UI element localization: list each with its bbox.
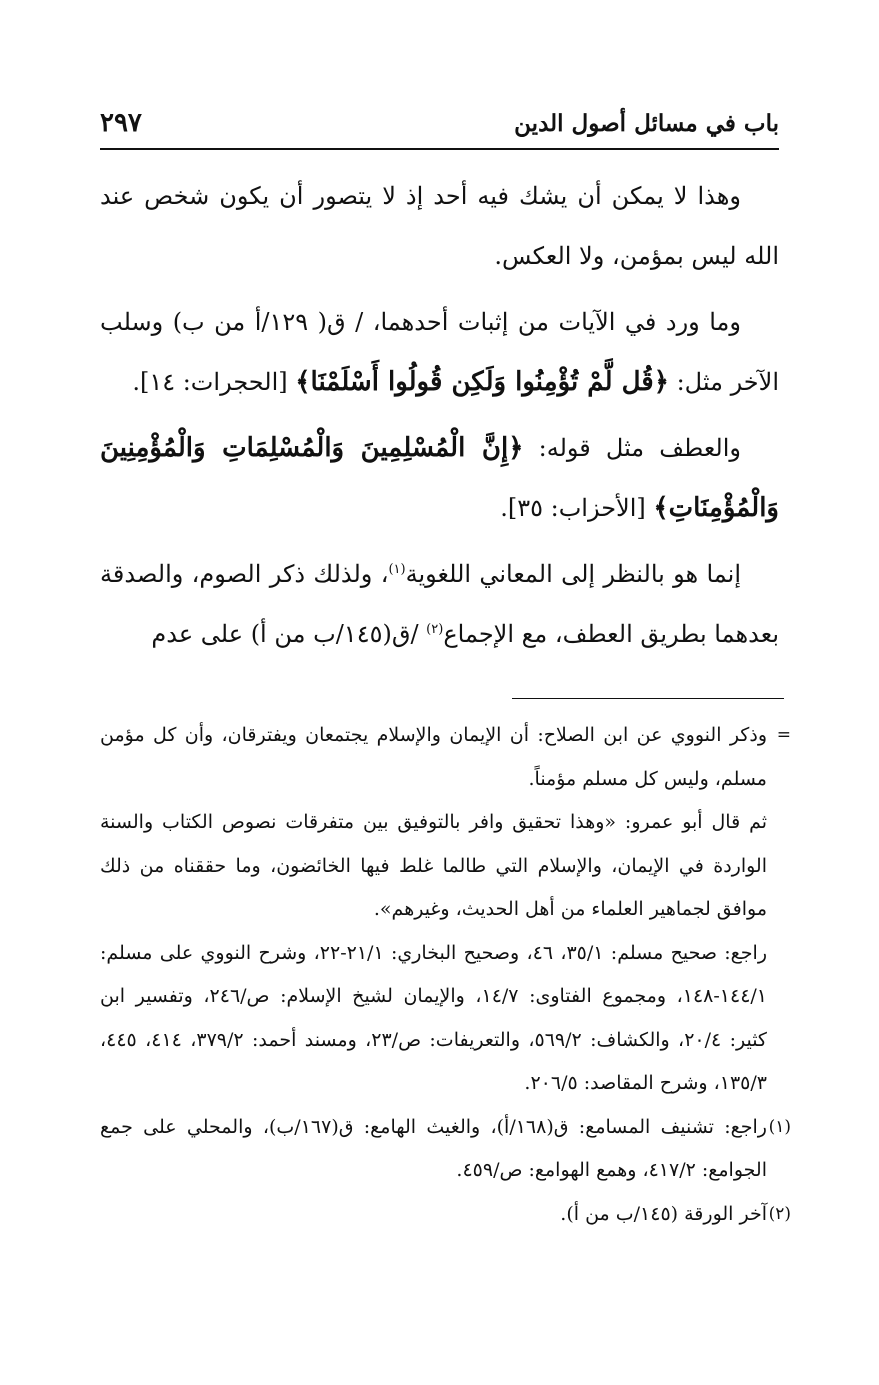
footnote-separator (512, 698, 784, 699)
paragraph-4-part-b: ، ولذلك ذكر الصوم، والصدقة بعدهما بطريق العطف، مع الإجماع (100, 560, 779, 648)
footnote-continued-3: راجع: صحيح مسلم: ٣٥/١، ٤٦، وصحيح البخاري: ٢١/١-٢٢، وشرح النووي على مسلم: ١٤٤/١-١٤٨، ومجموع الفتاوى: ١٤/٧، والإيمان لشيخ الإسلام: ص/٢٤٦، وتفسير ابن كثير: ٢٠/٤، والكشاف: ٥٦٩/٢، والتعريفات: ص/٢٣، ومسند أحمد: ٣٧٩/٢، ٤١٤، ٤٤٥، ١٣٥/٣، وشرح المقاصد: ٢٠٦/٥. (100, 941, 768, 1094)
footnote-ref-1: (١) (388, 562, 406, 577)
paragraph-3-text: والعطف مثل قوله: (538, 434, 741, 462)
footnote-1-text: راجع: تشنيف المسامع: ق(١٦٨/أ)، والغيث الهامع: ق(١٦٧/ب)، والمحلي على جمع الجوامع: ٤١٧/٢، وهمع الهوامع: ص/٤٥٩. (100, 1115, 767, 1181)
paragraph-2 (100, 292, 779, 412)
footnote-2-mark: (٢) (768, 1203, 791, 1224)
page-number: ٢٩٧ (100, 108, 142, 138)
continuation-mark: = (776, 725, 791, 745)
footnote-continued-1-text: وذكر النووي عن ابن الصلاح: أن الإيمان والإسلام يجتمعان ويفترقان، وأن كل مؤمن مسلم، وليس كل مسلم مؤمناً. (100, 724, 767, 790)
paragraph-4-part-a: إنما هو بالنظر إلى المعاني اللغوية (405, 560, 742, 588)
quran-verse-ahzab: ﴿إِنَّ الْمُسْلِمِينَ وَالْمُسْلِمَاتِ وَالْمُؤْمِنِينَ وَالْمُؤْمِنَاتِ﴾ (100, 433, 779, 523)
footnote-1 (100, 1106, 791, 1193)
footnote-ref-2: (٢) (426, 622, 444, 637)
main-text (100, 166, 779, 670)
quran-verse-hujurat: ﴿قُل لَّمْ تُؤْمِنُوا وَلَكِن قُولُوا أَسْلَمْنَا﴾ (295, 367, 669, 397)
verse-reference-ahzab: [الأحزاب: ٣٥]. (500, 494, 646, 522)
footnote-continued-1 (100, 714, 791, 801)
footnote-2-text: آخر الورقة (١٤٥/ب من أ). (560, 1202, 767, 1225)
paragraph-4 (100, 544, 779, 664)
footnote-1-mark: (١) (768, 1116, 791, 1137)
paragraph-2-text: وما ورد في الآيات من إثبات أحدهما، / ق( ١٢٩/أ من ب) وسلب الآخر مثل: (100, 308, 779, 396)
paragraph-1: وهذا لا يمكن أن يشك فيه أحد إذ لا يتصور أن يكون شخص عند الله ليس بمؤمن، ولا العكس. (100, 182, 779, 270)
page-header (100, 104, 779, 150)
verse-reference-hujurat: [الحجرات: ١٤]. (132, 368, 288, 396)
paragraph-3 (100, 418, 779, 538)
footnote-continued-2: ثم قال أبو عمرو: «وهذا تحقيق وافر بالتوفيق بين متفرقات نصوص الكتاب والسنة الواردة في الإيمان، والإسلام التي طالما غلط فيها الخائضون، وما حققناه من ذلك موافق لجماهير العلماء من أهل الحديث، وغيرهم». (100, 811, 767, 920)
paragraph-4-part-c: /ق(١٤٥/ب من أ) على عدم (151, 620, 427, 648)
footnote-2 (100, 1193, 791, 1237)
footnotes (100, 714, 791, 1236)
running-title: باب في مسائل أصول الدين (514, 110, 779, 137)
